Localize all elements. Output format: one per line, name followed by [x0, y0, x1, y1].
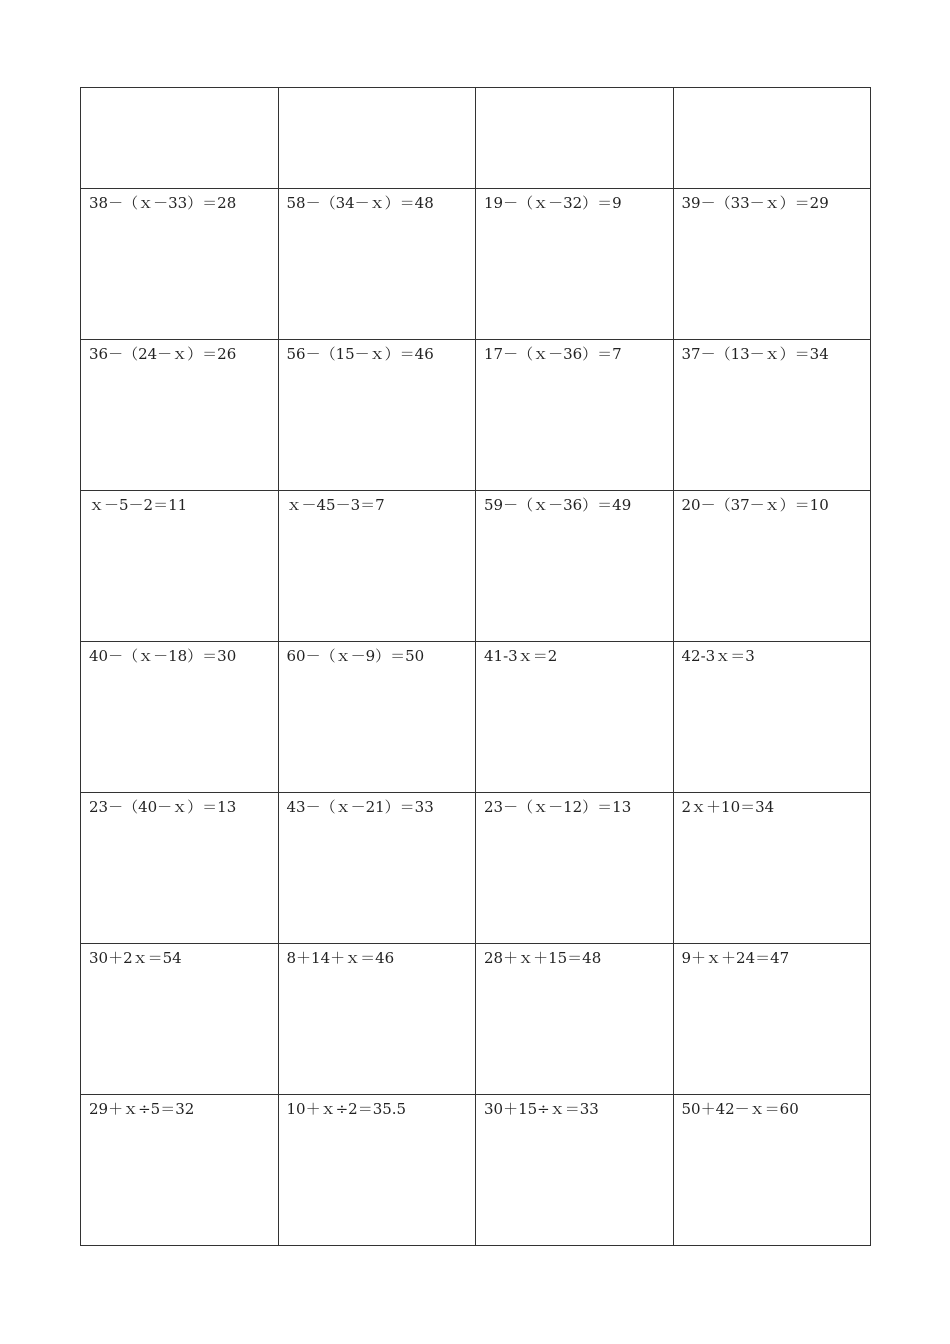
table-row [81, 88, 871, 189]
table-row [81, 944, 871, 1095]
problem-cell: ｘ－5－2＝11 [81, 491, 279, 642]
table-row [81, 340, 871, 491]
problem-cell: 17－（ｘ－36）＝7 [476, 340, 674, 491]
problem-cell: 28＋ｘ＋15＝48 [476, 944, 674, 1095]
problem-cell: 20－（37－ｘ）＝10 [673, 491, 871, 642]
problem-cell [81, 88, 279, 189]
problem-cell: 43－（ｘ－21）＝33 [278, 793, 476, 944]
problem-cell: 2ｘ＋10＝34 [673, 793, 871, 944]
problem-cell [278, 88, 476, 189]
problem-cell: 9＋ｘ＋24＝47 [673, 944, 871, 1095]
table-row [81, 642, 871, 793]
problem-cell: 42-3ｘ＝3 [673, 642, 871, 793]
problem-cell: 8＋14＋ｘ＝46 [278, 944, 476, 1095]
table-row [81, 189, 871, 340]
problem-cell: 56－（15－ｘ）＝46 [278, 340, 476, 491]
problem-cell: 30＋2ｘ＝54 [81, 944, 279, 1095]
equation-worksheet-table [80, 87, 871, 1246]
problem-cell: 23－（40－ｘ）＝13 [81, 793, 279, 944]
problem-cell: 50＋42－ｘ＝60 [673, 1095, 871, 1246]
table-row [81, 1095, 871, 1246]
table-row [81, 491, 871, 642]
problem-cell: 29＋ｘ÷5＝32 [81, 1095, 279, 1246]
problem-cell: 39－（33－ｘ）＝29 [673, 189, 871, 340]
problem-cell: 60－（ｘ－9）＝50 [278, 642, 476, 793]
problem-cell: 59－（ｘ－36）＝49 [476, 491, 674, 642]
problem-cell: 30＋15÷ｘ＝33 [476, 1095, 674, 1246]
problem-cell [476, 88, 674, 189]
problem-cell: 19－（ｘ－32）＝9 [476, 189, 674, 340]
problem-cell: 37－（13－ｘ）＝34 [673, 340, 871, 491]
problem-cell: 40－（ｘ－18）＝30 [81, 642, 279, 793]
problem-cell: 36－（24－ｘ）＝26 [81, 340, 279, 491]
problem-cell: 41-3ｘ＝2 [476, 642, 674, 793]
problem-cell: 23－（ｘ－12）＝13 [476, 793, 674, 944]
problem-cell: 38－（ｘ－33）＝28 [81, 189, 279, 340]
problem-cell: ｘ－45－3＝7 [278, 491, 476, 642]
problem-cell: 58－（34－ｘ）＝48 [278, 189, 476, 340]
problem-cell [673, 88, 871, 189]
problem-cell: 10＋ｘ÷2＝35.5 [278, 1095, 476, 1246]
table-row [81, 793, 871, 944]
